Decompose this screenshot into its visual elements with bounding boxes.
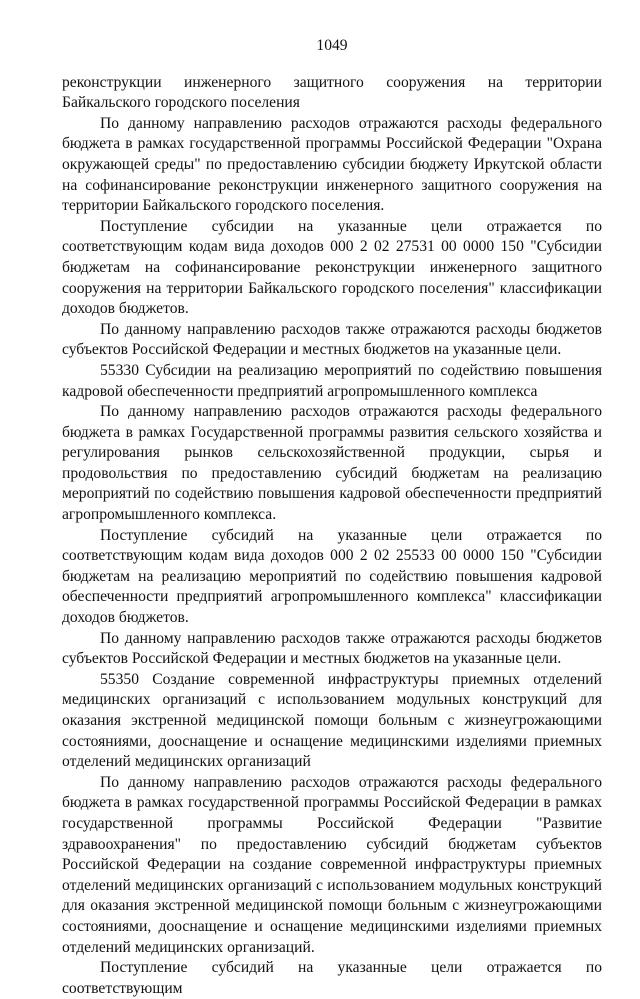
- paragraph: По данному направлению расходов отражаются расходы федерального бюджета в рамках Государственной программы развития сельского хозяйства и регулирования рынков сельскохозяйственной продукции, сырья и продовольствия по предоставлению субсидий бюджетам на реализацию мероприятий по содействию повышения кадровой обеспеченности предприятий агропромышленного комплекса.: [62, 403, 602, 524]
- paragraph-continuation: реконструкции инженерного защитного сооружения на территории Байкальского городского поселения: [62, 73, 602, 112]
- paragraph: По данному направлению расходов также отражаются расходы бюджетов субъектов Российской Федерации и местных бюджетов на указанные цели.: [62, 320, 602, 359]
- section-heading-55350: 55350 Создание современной инфраструктуры приемных отделений медицинских организаций с использованием модульных конструкций для оказания экстренной медицинской помощи больным с жизнеугрожающими состояниями, дооснащение и оснащение медицинскими изделиями приемных отделений медицинских организаций: [62, 670, 602, 771]
- section-heading-55330: 55330 Субсидии на реализацию мероприятий по содействию повышения кадровой обеспеченности предприятий агропромышленного комплекса: [62, 361, 602, 400]
- paragraph: По данному направлению расходов отражаются расходы федерального бюджета в рамках государственной программы Российской Федерации "Охрана окружающей среды" по предоставлению субсидии бюджету Иркутской области на софинансирование реконструкции инженерного защитного сооружения на территории Байкальского городского поселения.: [62, 114, 602, 215]
- paragraph: По данному направлению расходов отражаются расходы федерального бюджета в рамках государственной программы Российской Федерации в рамках государственной программы Российской Федерации "Развитие здравоохранения" по предоставлению субсидий бюджетам субъектов Российской Федерации на создание современной инфраструктуры приемных отделений медицинских организаций с использованием модульных конструкций для оказания экстренной медицинской помощи больным с жизнеугрожающими состояниями, дооснащение и оснащение медицинскими изделиями приемных отделений медицинских организаций.: [62, 773, 602, 956]
- paragraph-truncated: Поступление субсидий на указанные цели отражается по соответствующим: [62, 959, 602, 997]
- page-number: 1049: [316, 37, 348, 54]
- paragraph: Поступление субсидии на указанные цели отражается по соответствующим кодам вида доходов 000 2 02 27531 00 0000 150 "Субсидии бюджетам на софинансирование реконструкции инженерного защитного сооружения на территории Байкальского городского поселения" классификации доходов бюджетов.: [62, 217, 602, 318]
- paragraph: По данному направлению расходов также отражаются расходы бюджетов субъектов Российской Федерации и местных бюджетов на указанные цели.: [62, 629, 602, 668]
- paragraph: Поступление субсидий на указанные цели отражается по соответствующим кодам вида доходов 000 2 02 25533 00 0000 150 "Субсидии бюджетам на реализацию мероприятий по содействию повышения кадровой обеспеченности предприятий агропромышленного комплекса" классификации доходов бюджетов.: [62, 526, 602, 627]
